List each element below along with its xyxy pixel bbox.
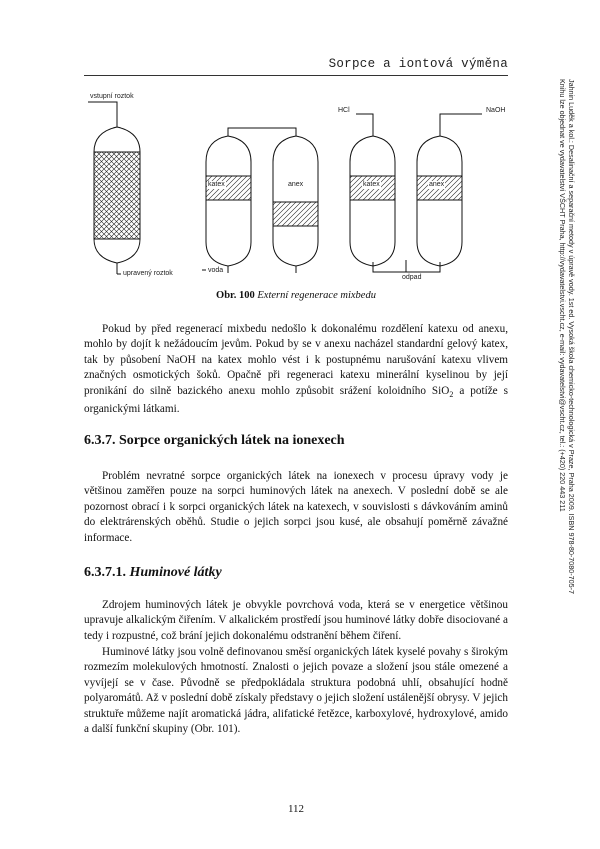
label-waste: odpad	[402, 274, 422, 281]
paragraph-humic-source: Zdrojem huminových látek je obvykle povrchová voda, která se v energetice většinou upravuje alkalickým čiřením. V alkalickém prostředí jsou huminové látky dobře disociované a tedy i rozpustné, což brání jejich dokonalému odstranění během čiření.	[84, 599, 508, 642]
label-water: voda	[208, 267, 224, 274]
regeneration-column-3	[350, 136, 395, 266]
regeneration-column-2	[273, 136, 318, 273]
header-rule	[84, 75, 508, 76]
paragraph-mixbed-separation	[84, 322, 508, 418]
label-hcl: HCl	[338, 107, 350, 114]
regeneration-column-4	[417, 136, 462, 266]
paragraph-1-text: Pokud by před regenerací mixbedu nedošlo k dokonalému rozdělení katexu od anexu, mohlo by dojít k nežádoucím jevům. Pokud by se v anexu nacházel standardní gelový katex, tak by působení NaOH na katex mohlo vést i k postupnému narušování katexu vlivem značných osmotických šoků. Opačně při regeneraci katexu minerální kyselinou by její pronikání do silně bazického anexu mohlo způsobit srážení koloidního SiO	[84, 323, 508, 397]
label-anex-column-2: anex	[288, 181, 304, 188]
running-head: Sorpce a iontová výměna	[328, 57, 508, 71]
paragraph-organic-sorption: Problém nevratné sorpce organických látek na ionexech v procesu úpravy vody je většinou zaměřen pouze na sorpci huminových látek na anexech. V poslední době se ale pozornost obrací i k sorpci organických látek na katexech, v souvislosti s dávkováním aminů do elektrárenských oběhů. Studie o jejich sorpci jsou kusé, ale obsahují poměrně závažné informace.	[84, 470, 508, 544]
figure-mixbed-regeneration	[84, 84, 508, 284]
section-heading-6-3-7: 6.3.7. Sorpce organických látek na ionexech	[84, 433, 345, 448]
heading-title: Huminové látky	[129, 565, 222, 580]
paragraph-1-end: a potíže s organickými látkami.	[84, 384, 509, 416]
regeneration-column-1	[206, 136, 251, 273]
heading-number: 6.3.7.1.	[84, 565, 126, 580]
label-katex-column-1: katex	[208, 181, 225, 188]
label-anex-column-4: anex	[429, 181, 445, 188]
page-number: 112	[287, 803, 305, 815]
figure-caption	[84, 290, 508, 301]
label-naoh: NaOH	[486, 107, 506, 114]
label-treated-solution: upravený roztok	[123, 270, 173, 277]
caption-number: Obr. 100	[216, 290, 255, 301]
side-copyright-note	[556, 79, 576, 664]
caption-text: Externí regenerace mixbedu	[257, 290, 376, 301]
side-note-line-1: Jahnin Luděk a kol.: Desalinační a separační metody v úpravě vody. 1st ed. Vysoká škola chemicko-technologická v Praze, Praha 2009. ISBN 978-80-7080-705-7	[567, 79, 576, 594]
side-note-line-2: Knihu lze objednat ve vydavatelství VŠCHT Praha, http://vydavatelstvi.vscht.cz, e-mail: vydavatelstvi@vscht.cz, tel.: (+420) 220 443 211	[557, 79, 567, 512]
paragraph-1-subscript: 2	[449, 389, 454, 399]
label-input-solution: vstupní roztok	[90, 93, 134, 100]
paragraph-humic-definition: Huminové látky jsou volně definovanou směsí organických látek kyselé povahy s širokým rozmezím molekulových hmotností. Znalosti o jejich povaze a složení jsou stále omezené a vyvíjejí se v čase. Původně se předpokládala struktura podobná uhlí, obsahující hodně polyaromátů. Až v poslední době získaly představy o jejich složení ustálenější obrysy. V jejich struktuře můžeme najít aromatická jádra, alifatické řetězce, karboxylové, hydroxylové, amido a další funkční skupiny (Obr. 101).	[84, 646, 508, 736]
mixbed-column	[88, 102, 140, 274]
section-heading-6-3-7-1	[84, 565, 508, 581]
label-katex-column-3: katex	[363, 181, 380, 188]
